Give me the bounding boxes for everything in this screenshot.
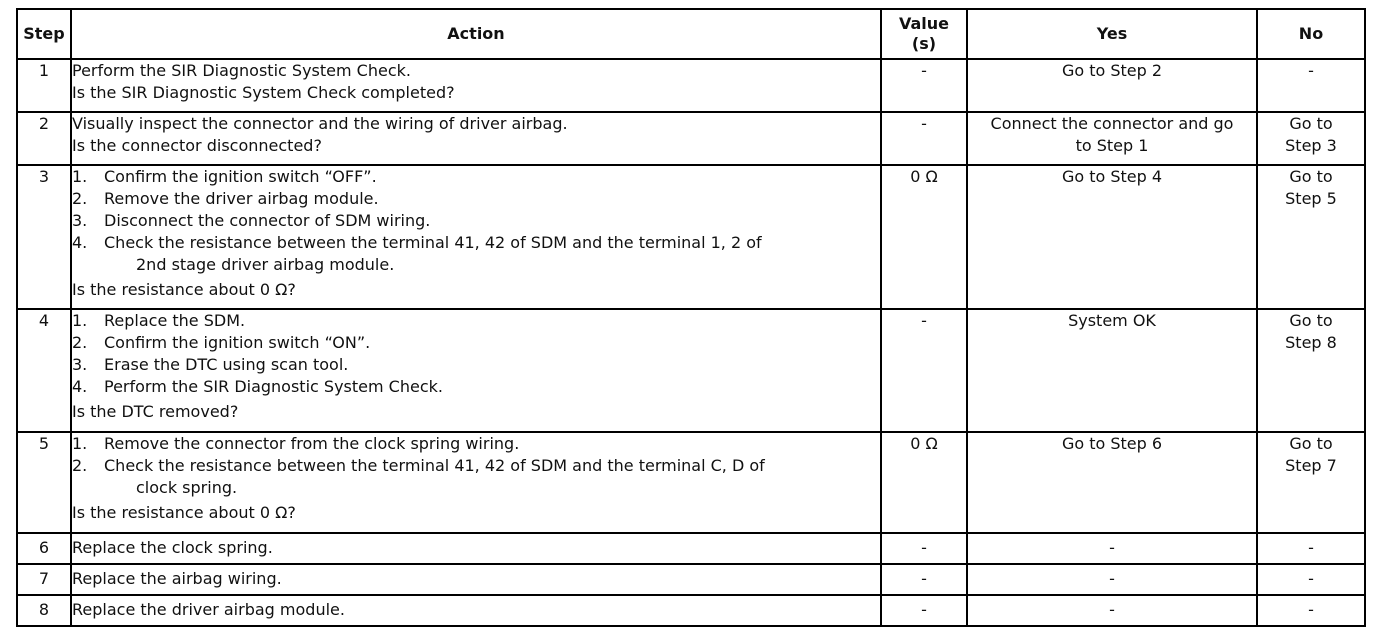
no-line: Step 8	[1285, 333, 1337, 352]
question-text: Is the DTC removed?	[72, 402, 239, 421]
header-action: Action	[71, 9, 881, 59]
header-no: No	[1257, 9, 1365, 59]
no-cell	[1257, 564, 1365, 595]
question-text: Is the resistance about 0 Ω?	[72, 503, 296, 522]
table-row	[17, 564, 1365, 595]
procedure-text-continued: clock spring.	[136, 478, 238, 497]
value-cell: -	[881, 309, 967, 432]
yes-line: -	[1109, 538, 1115, 557]
procedure-text: Replace the SDM.	[104, 311, 246, 330]
procedure-item	[72, 188, 880, 210]
value-cell: -	[881, 564, 967, 595]
table-row	[17, 309, 1365, 432]
procedure-text: Check the resistance between the terminal 41, 42 of SDM and the terminal 1, 2 of	[104, 233, 762, 252]
procedure-number: 4.	[72, 377, 88, 396]
procedure-item	[72, 376, 880, 398]
procedure-number: 1.	[72, 311, 88, 330]
procedure-text: Erase the DTC using scan tool.	[104, 355, 349, 374]
procedure-text: Disconnect the connector of SDM wiring.	[104, 211, 431, 230]
procedure-item	[72, 332, 880, 354]
action-line: Visually inspect the connector and the wiring of driver airbag.	[72, 114, 568, 133]
no-cell	[1257, 595, 1365, 626]
procedure-number: 3.	[72, 355, 88, 374]
procedure-item	[72, 310, 880, 332]
header-step: Step	[17, 9, 71, 59]
yes-cell	[967, 595, 1257, 626]
table-row	[17, 533, 1365, 564]
action-cell	[71, 432, 881, 533]
procedure-list	[72, 166, 880, 276]
no-cell	[1257, 165, 1365, 309]
table-row	[17, 165, 1365, 309]
procedure-number: 3.	[72, 211, 88, 230]
action-line: Replace the airbag wiring.	[72, 569, 282, 588]
yes-line: System OK	[1068, 311, 1156, 330]
procedure-number: 2.	[72, 456, 88, 475]
procedure-text: Confirm the ignition switch “ON”.	[104, 333, 371, 352]
table-row	[17, 59, 1365, 112]
step-number: 1	[17, 59, 71, 112]
action-line: Is the SIR Diagnostic System Check completed?	[72, 83, 455, 102]
no-line: Step 7	[1285, 456, 1337, 475]
header-value-line2: (s)	[911, 34, 937, 53]
procedure-text-continued: 2nd stage driver airbag module.	[136, 255, 395, 274]
no-line: Go to	[1289, 167, 1333, 186]
yes-cell	[967, 432, 1257, 533]
value-cell: -	[881, 595, 967, 626]
procedure-number: 1.	[72, 434, 88, 453]
procedure-text: Confirm the ignition switch “OFF”.	[104, 167, 377, 186]
action-cell	[71, 564, 881, 595]
procedure-text: Remove the driver airbag module.	[104, 189, 379, 208]
no-line: Go to	[1289, 311, 1333, 330]
yes-line: -	[1109, 600, 1115, 619]
procedure-item	[72, 354, 880, 376]
no-line: Step 5	[1285, 189, 1337, 208]
yes-line: Go to Step 4	[1061, 167, 1163, 186]
procedure-item	[72, 455, 880, 499]
no-line: -	[1308, 600, 1314, 619]
no-line: Go to	[1289, 114, 1333, 133]
table-row	[17, 432, 1365, 533]
action-cell	[71, 533, 881, 564]
procedure-item	[72, 166, 880, 188]
procedure-list	[72, 433, 880, 499]
step-number: 3	[17, 165, 71, 309]
no-line: -	[1308, 61, 1314, 80]
diagnostic-table	[16, 8, 1366, 627]
table-row	[17, 595, 1365, 626]
procedure-list	[72, 310, 880, 398]
procedure-item	[72, 232, 880, 276]
yes-cell	[967, 112, 1257, 165]
procedure-number: 2.	[72, 333, 88, 352]
procedure-number: 2.	[72, 189, 88, 208]
action-cell	[71, 309, 881, 432]
yes-line: -	[1109, 569, 1115, 588]
action-cell	[71, 112, 881, 165]
no-cell	[1257, 309, 1365, 432]
action-cell	[71, 59, 881, 112]
header-value	[881, 9, 967, 59]
no-cell	[1257, 112, 1365, 165]
step-number: 8	[17, 595, 71, 626]
value-cell: 0 Ω	[881, 432, 967, 533]
header-value-line1: Value	[898, 14, 950, 33]
step-number: 4	[17, 309, 71, 432]
action-cell	[71, 595, 881, 626]
yes-line: Connect the connector and go	[990, 114, 1234, 133]
yes-cell	[967, 533, 1257, 564]
yes-line: Go to Step 6	[1061, 434, 1163, 453]
no-cell	[1257, 59, 1365, 112]
no-cell	[1257, 432, 1365, 533]
no-line: -	[1308, 569, 1314, 588]
value-cell: -	[881, 112, 967, 165]
procedure-text: Remove the connector from the clock spring wiring.	[104, 434, 520, 453]
yes-line: to Step 1	[1075, 136, 1149, 155]
header-row	[17, 9, 1365, 59]
procedure-number: 4.	[72, 233, 88, 252]
step-number: 5	[17, 432, 71, 533]
table-row	[17, 112, 1365, 165]
no-line: Go to	[1289, 434, 1333, 453]
yes-cell	[967, 564, 1257, 595]
step-number: 7	[17, 564, 71, 595]
no-line: -	[1308, 538, 1314, 557]
header-yes: Yes	[967, 9, 1257, 59]
procedure-item	[72, 210, 880, 232]
yes-cell	[967, 165, 1257, 309]
action-line: Perform the SIR Diagnostic System Check.	[72, 61, 411, 80]
value-cell: 0 Ω	[881, 165, 967, 309]
step-number: 6	[17, 533, 71, 564]
procedure-number: 1.	[72, 167, 88, 186]
no-line: Step 3	[1285, 136, 1337, 155]
value-cell: -	[881, 533, 967, 564]
yes-cell	[967, 309, 1257, 432]
yes-line: Go to Step 2	[1061, 61, 1163, 80]
action-cell	[71, 165, 881, 309]
yes-cell	[967, 59, 1257, 112]
step-number: 2	[17, 112, 71, 165]
action-line: Replace the driver airbag module.	[72, 600, 345, 619]
value-cell: -	[881, 59, 967, 112]
procedure-item	[72, 433, 880, 455]
question-text: Is the resistance about 0 Ω?	[72, 280, 296, 299]
procedure-text: Perform the SIR Diagnostic System Check.	[104, 377, 443, 396]
action-line: Is the connector disconnected?	[72, 136, 322, 155]
action-line: Replace the clock spring.	[72, 538, 273, 557]
procedure-text: Check the resistance between the terminal 41, 42 of SDM and the terminal C, D of	[104, 456, 765, 475]
no-cell	[1257, 533, 1365, 564]
